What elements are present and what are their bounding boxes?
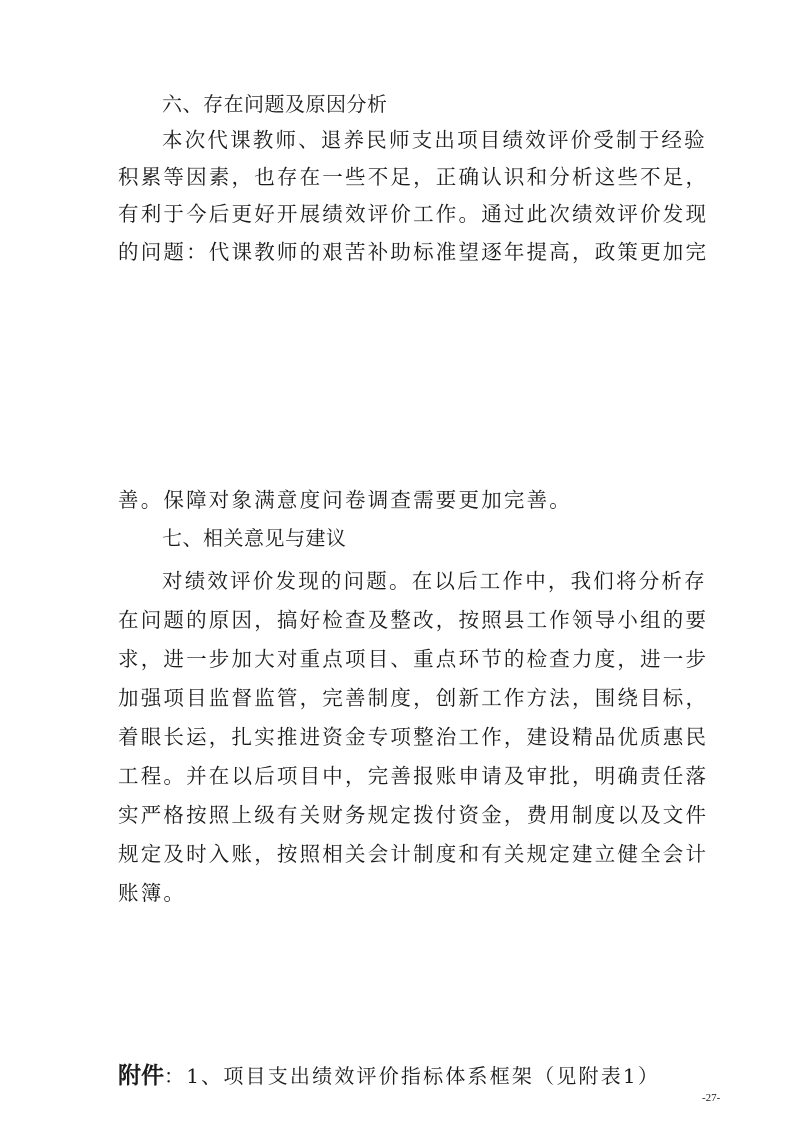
- section-7-paragraph-line: 对绩效评价发现的问题。在以后工作中，我们将分析存: [162, 569, 707, 593]
- section-7-paragraph-line: 规定及时入账，按照相关会计制度和有关规定建立健全会计: [118, 842, 709, 866]
- section-6-paragraph-line: 本次代课教师、退养民师支出项目绩效评价受制于经验: [162, 128, 707, 152]
- section-6-paragraph-line: 有利于今后更好开展绩效评价工作。通过此次绩效评价发现: [118, 202, 709, 226]
- section-7-paragraph-line: 实严格按照上级有关财务规定拨付资金，费用制度以及文件: [118, 803, 709, 827]
- section-7-paragraph-line: 求，进一步加大对重点项目、重点环节的检查力度，进一步: [118, 647, 709, 671]
- attachment-label: 附件: [118, 1063, 164, 1089]
- section-7-heading: 七、相关意见与建议: [162, 526, 347, 550]
- section-6-paragraph-line: 积累等因素，也存在一些不足，正确认识和分析这些不足，: [118, 165, 709, 189]
- section-6-heading: 六、存在问题及原因分析: [162, 92, 388, 116]
- section-6-paragraph-line: 的问题：代课教师的艰苦补助标准望逐年提高，政策更加完: [118, 240, 709, 264]
- section-7-paragraph-line: 工程。并在以后项目中，完善报账申请及审批，明确责任落: [118, 764, 709, 788]
- section-7-paragraph-line: 账簿。: [118, 881, 187, 905]
- page-number: -27-: [702, 1092, 721, 1104]
- section-7-paragraph-line: 加强项目监督监管，完善制度，创新工作方法，围绕目标，: [118, 686, 709, 710]
- section-6-paragraph-line: 善。保障对象满意度问卷调查需要更加完善。: [118, 488, 572, 512]
- section-7-paragraph-line: 在问题的原因，搞好检查及整改，按照县工作领导小组的要: [118, 608, 709, 632]
- attachment-line: [118, 1060, 660, 1094]
- section-7-paragraph-line: 着眼长运，扎实推进资金专项整治工作，建设精品优质惠民: [118, 725, 709, 749]
- attachment-text: ：1、项目支出绩效评价指标体系框架（见附表1）: [164, 1064, 661, 1088]
